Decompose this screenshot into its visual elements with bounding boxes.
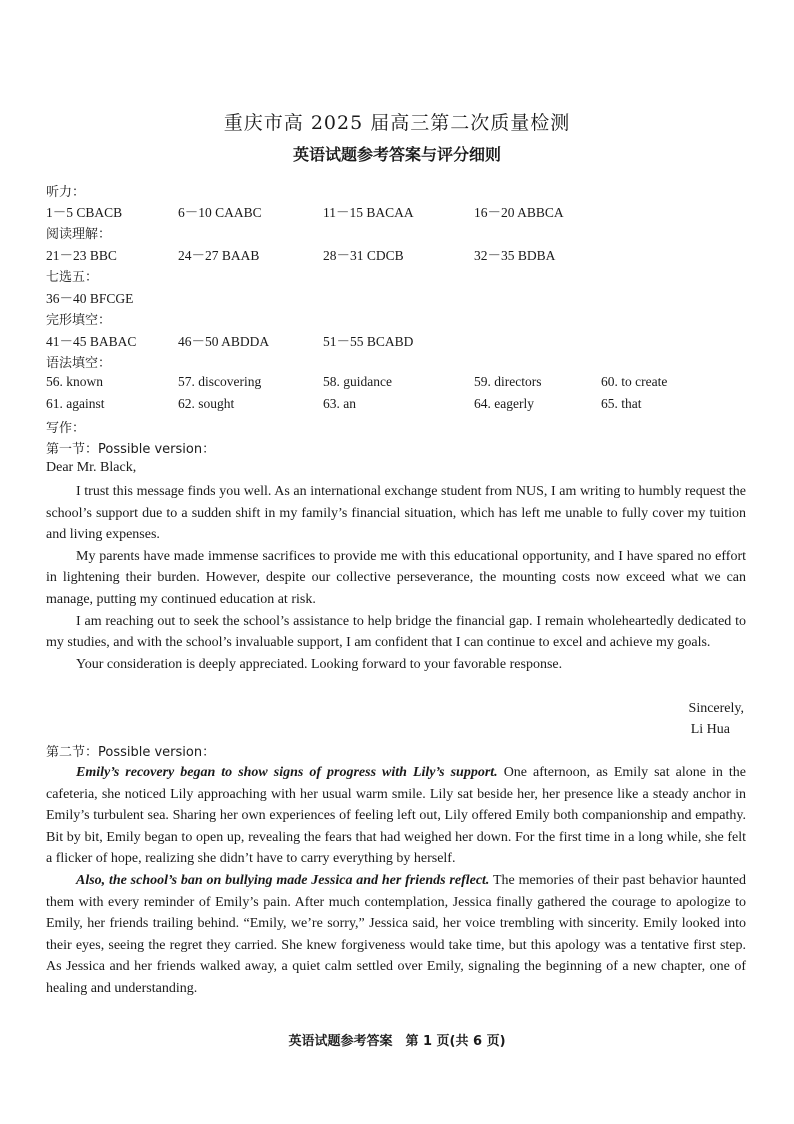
answer-group: 46－50 ABDDA	[178, 334, 270, 349]
answer-item: 60. to create	[601, 374, 668, 389]
letter-closing	[689, 698, 744, 740]
answer-item: 64. eagerly	[474, 396, 534, 411]
part1-label: 第一节：Possible version：	[46, 442, 216, 457]
answer-group: 6－10 CAABC	[178, 205, 262, 220]
page-footer: 英语试题参考答案 第 1 页(共 6 页)	[288, 1034, 506, 1049]
grammar-label: 语法填空：	[46, 356, 112, 371]
seven-choice-label: 七选五：	[46, 270, 99, 285]
letter-salutation: Dear Mr. Black,	[46, 460, 137, 475]
paragraph-text: The memories of their past behavior haunted them with every reminder of Emily’s pain. After much contemplation, Jessica finally gathered the courage to apologize to Emily, her friends trailing behind. “Emily, we’re sorry,” Jessica said, her voice trembling with sincerity. Emily looked into their eyes, seeing the regret they carried. She knew forgiveness would take time, but this apology was a tentative first step. As Jessica and her friends walked away, a quiet calm settled over Emily, signaling the beginning of a new chapter, one of healing and understanding.	[46, 872, 746, 996]
listening-label: 听力：	[46, 185, 86, 200]
part2-label: 第二节：Possible version：	[46, 745, 216, 760]
letter-paragraph: My parents have made immense sacrifices to provide me with this educational opportunity, and I have spared no effort in lightening their burden. However, despite our collective perseverance, the mounting costs now exceed what we can manage, putting my continued education at risk.	[46, 548, 746, 607]
signature: Li Hua	[690, 722, 730, 737]
page-subtitle: 英语试题参考答案与评分细则	[292, 145, 501, 164]
answer-group: 21－23 BBC	[46, 248, 117, 263]
answer-item: 58. guidance	[323, 374, 392, 389]
closing-text: Sincerely,	[688, 701, 744, 716]
answer-group: 16－20 ABBCA	[474, 205, 564, 220]
page-title: 重庆市高 2025 届高三第二次质量检测	[223, 112, 571, 134]
letter-paragraph: Your consideration is deeply appreciated. Looking forward to your favorable response.	[76, 656, 563, 672]
paragraph-text: One afternoon, as Emily sat alone in the cafeteria, she noticed Lily approaching with her usual warm smile. Lily sat beside her, her presence like a steady anchor in Emily’s turbulent sea. Sharing her own experiences of feeling left out, Lily offered Emily both companionship and empathy. Bit by bit, Emily began to open up, revealing the fears that had weighed her down. For the first time in a long while, she felt a flicker of hope, realizing she didn’t have to carry everything by herself.	[46, 765, 746, 867]
essay-paragraph	[46, 762, 746, 870]
paragraph-lead: Emily’s recovery began to show signs of progress with Lily’s support.	[76, 765, 498, 780]
answer-group: 36－40 BFCGE	[46, 291, 134, 306]
answer-group: 24－27 BAAB	[178, 248, 260, 263]
answer-group: 1－5 CBACB	[46, 205, 123, 220]
answer-item: 62. sought	[178, 396, 235, 411]
answer-group: 11－15 BACAA	[323, 205, 414, 220]
reading-label: 阅读理解：	[46, 227, 112, 242]
answer-group: 28－31 CDCB	[323, 248, 404, 263]
letter-paragraph: I am reaching out to seek the school’s assistance to help bridge the financial gap. I remain wholeheartedly dedicated to my studies, and with the school’s invaluable support, I am confident that I can continue to excel and achieve my goals.	[46, 613, 746, 651]
cloze-label: 完形填空：	[46, 313, 112, 328]
answer-item: 63. an	[323, 396, 356, 411]
essay-paragraph	[46, 870, 746, 1000]
paragraph-lead: Also, the school’s ban on bullying made Jessica and her friends reflect.	[76, 872, 490, 888]
answer-item: 57. discovering	[178, 374, 262, 389]
answer-group: 41－45 BABAC	[46, 334, 137, 349]
answer-group: 32－35 BDBA	[474, 248, 556, 263]
writing-label: 写作：	[46, 421, 86, 436]
answer-item: 61. against	[46, 396, 105, 411]
answer-item: 65. that	[601, 396, 642, 411]
continuation-essay	[46, 762, 746, 1000]
answer-item: 56. known	[46, 374, 103, 389]
letter-paragraph: I trust this message finds you well. As an international exchange student from NUS, I am writing to humbly request the school’s support due to a sudden shift in my family’s financial situation, which has left me unable to fully cover my tuition and living expenses.	[46, 484, 746, 543]
answer-item: 59. directors	[474, 374, 542, 389]
letter-body	[46, 481, 746, 675]
answer-group: 51－55 BCABD	[323, 334, 414, 349]
